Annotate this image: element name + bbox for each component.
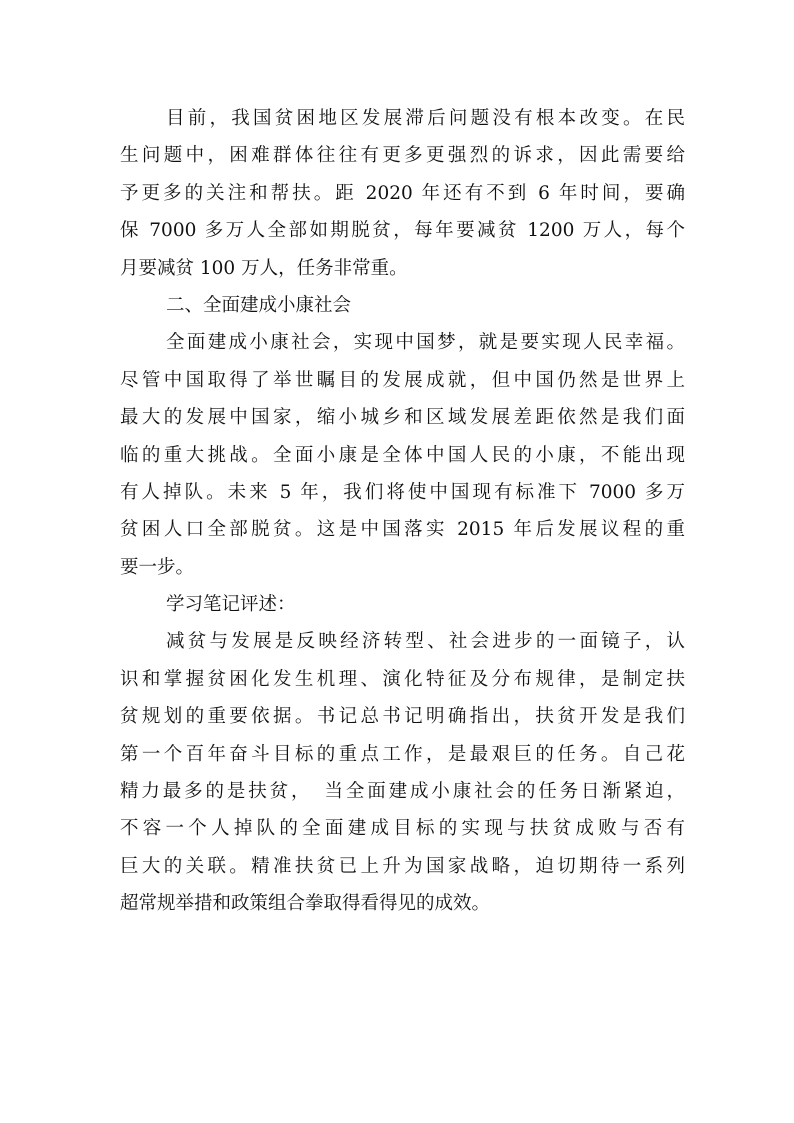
heading-text: 学习笔记评述： xyxy=(166,594,296,616)
notes-heading xyxy=(120,586,685,623)
text-line: 尽管中国取得了举世瞩目的发展成就，但中国仍然是世界上 xyxy=(120,369,685,391)
text-line: 月要减贫 100 万人，任务非常重。 xyxy=(120,257,408,279)
text-line: 要一步。 xyxy=(120,556,195,578)
text-line: 不容一个人掉队的全面建成目标的实现与扶贫成败与否有 xyxy=(120,818,685,840)
paragraph-poverty-status xyxy=(120,100,685,287)
text-line: 巨大的关联。精准扶贫已上升为国家战略，迫切期待一系列 xyxy=(120,855,685,877)
heading-text: 二、全面建成小康社会 xyxy=(166,294,352,316)
text-line: 精力最多的是扶贫， 当全面建成小康社会的任务日渐紧迫， xyxy=(120,781,685,803)
text-line: 超常规举措和政策组合拳取得看得见的成效。 xyxy=(120,893,491,915)
text-line: 减贫与发展是反映经济转型、社会进步的一面镜子，认 xyxy=(166,631,685,653)
text-line: 全面建成小康社会，实现中国梦，就是要实现人民幸福。 xyxy=(166,332,685,354)
text-line: 识和掌握贫困化发生机理、演化特征及分布规律，是制定扶 xyxy=(120,668,685,690)
text-line: 保 7000 多万人全部如期脱贫，每年要减贫 1200 万人，每个 xyxy=(120,220,685,242)
text-line: 目前，我国贫困地区发展滞后问题没有根本改变。在民 xyxy=(166,108,685,129)
text-line: 最大的发展中国家，缩小城乡和区域发展差距依然是我们面 xyxy=(120,407,685,429)
text-line: 第一个百年奋斗目标的重点工作，是最艰巨的任务。自己花 xyxy=(120,743,685,765)
text-line: 予更多的关注和帮扶。距 2020 年还有不到 6 年时间，要确 xyxy=(120,182,685,204)
section-heading xyxy=(120,287,685,324)
paragraph-moderately-prosperous-society xyxy=(120,324,685,586)
text-line: 贫困人口全部脱贫。这是中国落实 2015 年后发展议程的重 xyxy=(120,519,685,541)
text-line: 有人掉队。未来 5 年，我们将使中国现有标准下 7000 多万 xyxy=(120,481,685,503)
text-line: 贫规划的重要依据。书记总书记明确指出，扶贫开发是我们 xyxy=(120,706,685,728)
text-line: 临的重大挑战。全面小康是全体中国人民的小康，不能出现 xyxy=(120,444,685,466)
text-line: 生问题中，困难群体往往有更多更强烈的诉求，因此需要给 xyxy=(120,145,685,167)
paragraph-study-notes xyxy=(120,623,685,922)
document-body xyxy=(120,100,685,923)
